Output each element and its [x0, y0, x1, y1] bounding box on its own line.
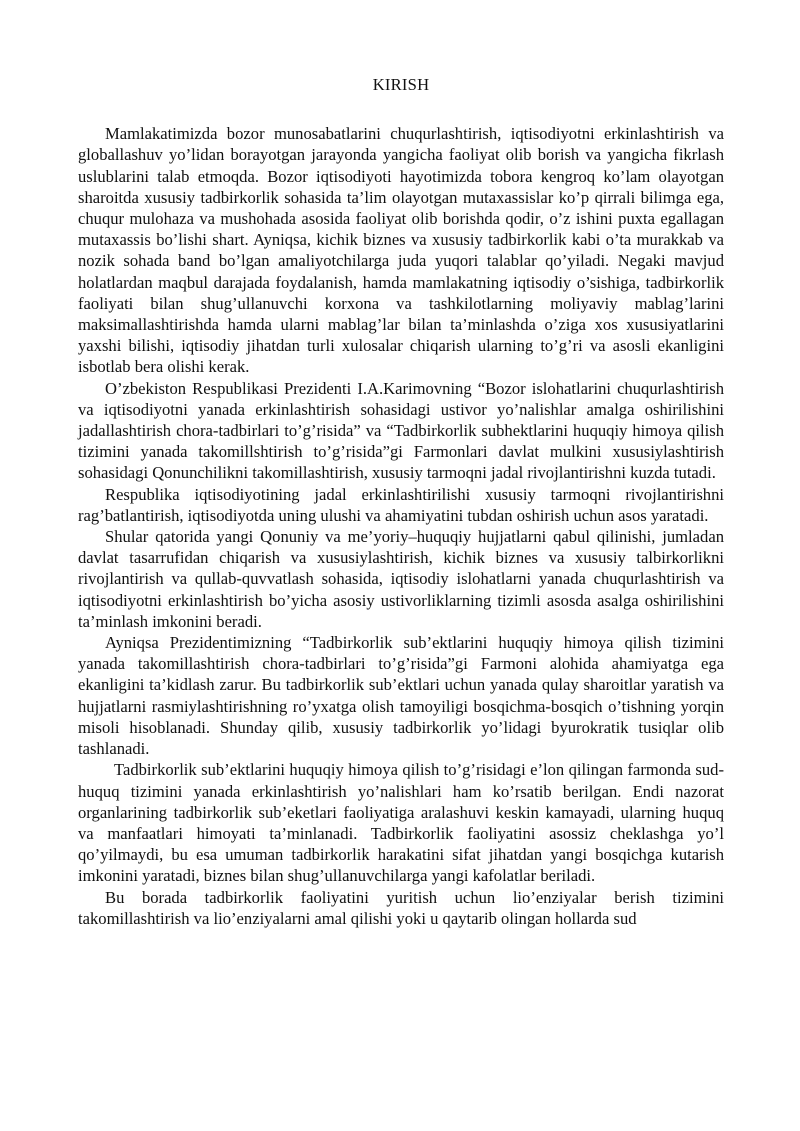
paragraph-1: Mamlakatimizda bozor munosabatlarini chuqurlashtirish, iqtisodiyotni erkinlashtirish va globallashuv yo’lidan borayotgan jarayonda yangicha faoliyat olib borish va yangicha fikrlash uslublarini talab etmoqda. Bozor iqtisodiyoti hayotimizda tobora kengroq ko’lam olayotgan sharoitda xususiy tadbirkorlik sohasida ta’lim olayotgan mutaxassislar ko’p qirrali bilimga ega, chuqur mulohaza va mushohada asosida faoliyat olib borishda qodir, o’z ishini puxta egallagan mutaxassis bo’lishi shart. Ayniqsa, kichik biznes va xususiy tadbirkorlik kabi o’ta murakkab va nozik sohada band bo’lgan amaliyotchilarga juda yuqori talablar qo’yiladi. Negaki mavjud holatlardan maqbul darajada foydalanish, hamda mamlakatning iqtisodiy o’sishiga, tadbirkorlik faoliyati bilan shug’ullanuvchi korxona va tashkilotlarning moliyaviy mablag’larini maksimallashtirishda hamda ularni mablag’lar bilan ta’minlashda o’ziga xos xususiyatlarini yaxshi bilishi, iqtisodiy jihatdan turli xulosalar chiqarish ularning to’g’ri va asosli ekanligini isbotlab bera olishi kerak.	[78, 124, 724, 377]
paragraph-7: Bu borada tadbirkorlik faoliyatini yuritish uchun lio’enziyalar berish tizimini takomillashtirish va lio’enziyalarni amal qilishi yoki u qaytarib olingan hollarda sud	[78, 887, 724, 928]
paragraph-3: Respublika iqtisodiyotining jadal erkinlashtirilishi xususiy tarmoqni rivojlantirishni rag’batlantirish, iqtisodiyotda uning ulushi va ahamiyatini tubdan oshirish uchun asos yaratadi.	[78, 484, 724, 525]
paragraph-2: O’zbekiston Respublikasi Prezidenti I.A.Karimovning “Bozor islohatlarini chuqurlashtirish va iqtisodiyotni yanada erkinlashtirish sohasidagi ustivor yo’nalishlar amalga oshirilishini jadallashtirish chora-tadbirlari to’g’risida” va “Tadbirkorlik subhektlarini huquqiy himoya qilish tizimini yanada takomillshtirish to’g’risida”gi Farmonlari davlat mulkini xususiylashtirish sohasidagi Qonunchilikni takomillashtirish, xususiy tarmoqni jadal rivojlantirishni kuzda tutadi.	[78, 378, 724, 483]
paragraph-6: Tadbirkorlik sub’ektlarini huquqiy himoya qilish to’g’risidagi e’lon qilingan farmonda sud-huquq tizimini yanada erkinlashtirish yo’nalishlari ham ko’rsatib berilgan. Endi nazorat organlarining tadbirkorlik sub’eketlari faoliyatiga aralashuvi keskin kamayadi, ularning huquq va manfaatlari himoyati ta’minlanadi. Tadbirkorlik faoliyatini asossiz cheklashga yo’l qo’yilmaydi, bu esa umuman tadbirkorlik harakatini sifat jihatdan yangi bosqichga kutarish imkonini yaratadi, biznes bilan shug’ullanuvchilarga yangi kafolatlar beriladi.	[78, 760, 724, 886]
document-page	[78, 74, 724, 929]
paragraph-4: Shular qatorida yangi Qonuniy va me’yoriy–huquqiy hujjatlarni qabul qilinishi, jumladan davlat tasarrufidan chiqarish va xususiylashtirish, kichik biznes va xususiy talbirkorlikni rivojlantirish va qullab-quvvatlash sohasida, iqtisodiy islohatlarni yanada chuqurlashtirish va iqtisodiyotni erkinlashtirish bo’yicha asosiy ustivorliklarning tizimli asosda asalga oshirilishini ta’minlash imkonini beradi.	[78, 527, 724, 631]
paragraph-5: Ayniqsa Prezidentimizning “Tadbirkorlik sub’ektlarini huquqiy himoya qilish tizimini yanada takomillashtirish chora-tadbirlari to’g’risida”gi Farmoni alohida ahamiyatga ega ekanligini ta’kidlash zarur. Bu tadbirkorlik sub’ektlari uchun yanada qulay sharoitlar yaratish va hujjatlarni rasmiylashtirishning ro’yxatga olish tamoyiligi bosqichma-bosqich o’tishning yorqin misoli hisoblanadi. Shunday qilib, xususiy tadbirkorlik yo’lidagi byurokratik tusiqlar olib tashlanadi.	[78, 633, 724, 759]
page-title: KIRISH	[372, 75, 430, 94]
